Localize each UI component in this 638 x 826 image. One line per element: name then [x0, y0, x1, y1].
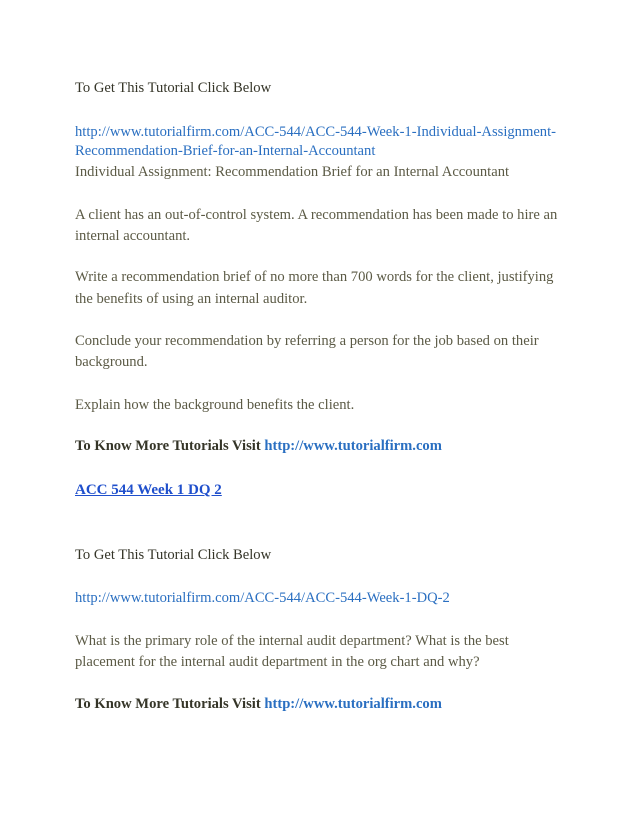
more-tutorials-line-2	[75, 695, 442, 713]
paragraph-2-line-2: the benefits of using an internal auditor.	[75, 291, 308, 307]
paragraph-1-line-1: A client has an out-of-control system. A recommendation has been made to hire an	[75, 207, 558, 223]
section-heading-link[interactable]: ACC 544 Week 1 DQ 2	[75, 482, 222, 498]
assignment-title: Individual Assignment: Recommendation Brief for an Internal Accountant	[75, 164, 510, 180]
more-tutorials-link-2[interactable]: http://www.tutorialfirm.com	[264, 696, 442, 712]
question-line-1: What is the primary role of the internal audit department? What is the best	[75, 633, 509, 649]
more-tutorials-label-2: To Know More Tutorials Visit	[75, 696, 265, 712]
paragraph-3-line-1: Conclude your recommendation by referring a person for the job based on their	[75, 333, 539, 349]
question-line-2: placement for the internal audit department in the org chart and why?	[75, 654, 480, 670]
paragraph-3-line-2: background.	[75, 354, 148, 370]
tutorial-url-2[interactable]: http://www.tutorialfirm.com/ACC-544/ACC-544-Week-1-DQ-2	[75, 590, 450, 606]
intro-text: To Get This Tutorial Click Below	[75, 80, 272, 96]
more-tutorials-line	[75, 437, 442, 455]
more-tutorials-label: To Know More Tutorials Visit	[75, 438, 265, 454]
more-tutorials-link[interactable]: http://www.tutorialfirm.com	[264, 438, 442, 454]
paragraph-4: Explain how the background benefits the client.	[75, 397, 355, 413]
paragraph-2-line-1: Write a recommendation brief of no more than 700 words for the client, justifying	[75, 269, 554, 285]
tutorial-url-line1[interactable]: http://www.tutorialfirm.com/ACC-544/ACC-544-Week-1-Individual-Assignment-	[75, 124, 557, 140]
paragraph-1-line-2: internal accountant.	[75, 228, 191, 244]
intro-text-2: To Get This Tutorial Click Below	[75, 547, 272, 563]
tutorial-url-line2[interactable]: Recommendation-Brief-for-an-Internal-Accountant	[75, 143, 376, 159]
